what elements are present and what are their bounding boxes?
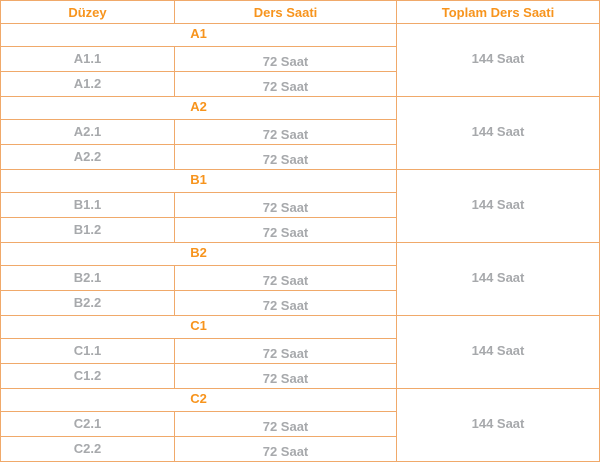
group-label: A1	[1, 24, 397, 47]
level-cell: A2.2	[1, 145, 175, 170]
group-total	[397, 316, 600, 389]
hours-cell: 72 Saat	[175, 437, 397, 462]
hours-cell: 72 Saat	[175, 120, 397, 145]
group-label: B2	[1, 243, 397, 266]
group-total-text: 144 Saat	[471, 50, 525, 66]
group-label: A2	[1, 97, 397, 120]
level-cell: C2.1	[1, 412, 175, 437]
header-total: Toplam Ders Saati	[397, 1, 600, 24]
level-cell: B2.2	[1, 291, 175, 316]
hours-cell: 72 Saat	[175, 291, 397, 316]
hours-cell: 72 Saat	[175, 145, 397, 170]
header-level: Düzey	[1, 1, 175, 24]
table-row-group-c1	[1, 316, 600, 339]
table-row-group-c2	[1, 389, 600, 412]
table-row-group-a2	[1, 97, 600, 120]
level-cell: C2.2	[1, 437, 175, 462]
table-row-group-b1	[1, 170, 600, 193]
level-cell: C1.1	[1, 339, 175, 364]
group-total	[397, 24, 600, 97]
group-total-text: 144 Saat	[471, 342, 525, 358]
table-row-group-a1	[1, 24, 600, 47]
level-cell: B1.1	[1, 193, 175, 218]
level-cell: A1.2	[1, 72, 175, 97]
header-hours: Ders Saati	[175, 1, 397, 24]
hours-cell: 72 Saat	[175, 218, 397, 243]
level-cell: B1.2	[1, 218, 175, 243]
group-total-text: 144 Saat	[471, 196, 525, 212]
group-label: C1	[1, 316, 397, 339]
level-cell: B2.1	[1, 266, 175, 291]
hours-cell: 72 Saat	[175, 266, 397, 291]
hours-cell: 72 Saat	[175, 47, 397, 72]
group-total	[397, 170, 600, 243]
group-label: B1	[1, 170, 397, 193]
group-label: C2	[1, 389, 397, 412]
level-cell: A1.1	[1, 47, 175, 72]
level-cell: A2.1	[1, 120, 175, 145]
hours-cell: 72 Saat	[175, 72, 397, 97]
level-cell: C1.2	[1, 364, 175, 389]
group-total-text: 144 Saat	[471, 269, 525, 285]
hours-cell: 72 Saat	[175, 193, 397, 218]
hours-cell: 72 Saat	[175, 364, 397, 389]
table-header-row	[1, 1, 600, 24]
group-total	[397, 243, 600, 316]
table-row-group-b2	[1, 243, 600, 266]
hours-cell: 72 Saat	[175, 339, 397, 364]
group-total-text: 144 Saat	[471, 123, 525, 139]
group-total	[397, 389, 600, 462]
hours-cell: 72 Saat	[175, 412, 397, 437]
group-total-text: 144 Saat	[471, 415, 525, 431]
group-total	[397, 97, 600, 170]
